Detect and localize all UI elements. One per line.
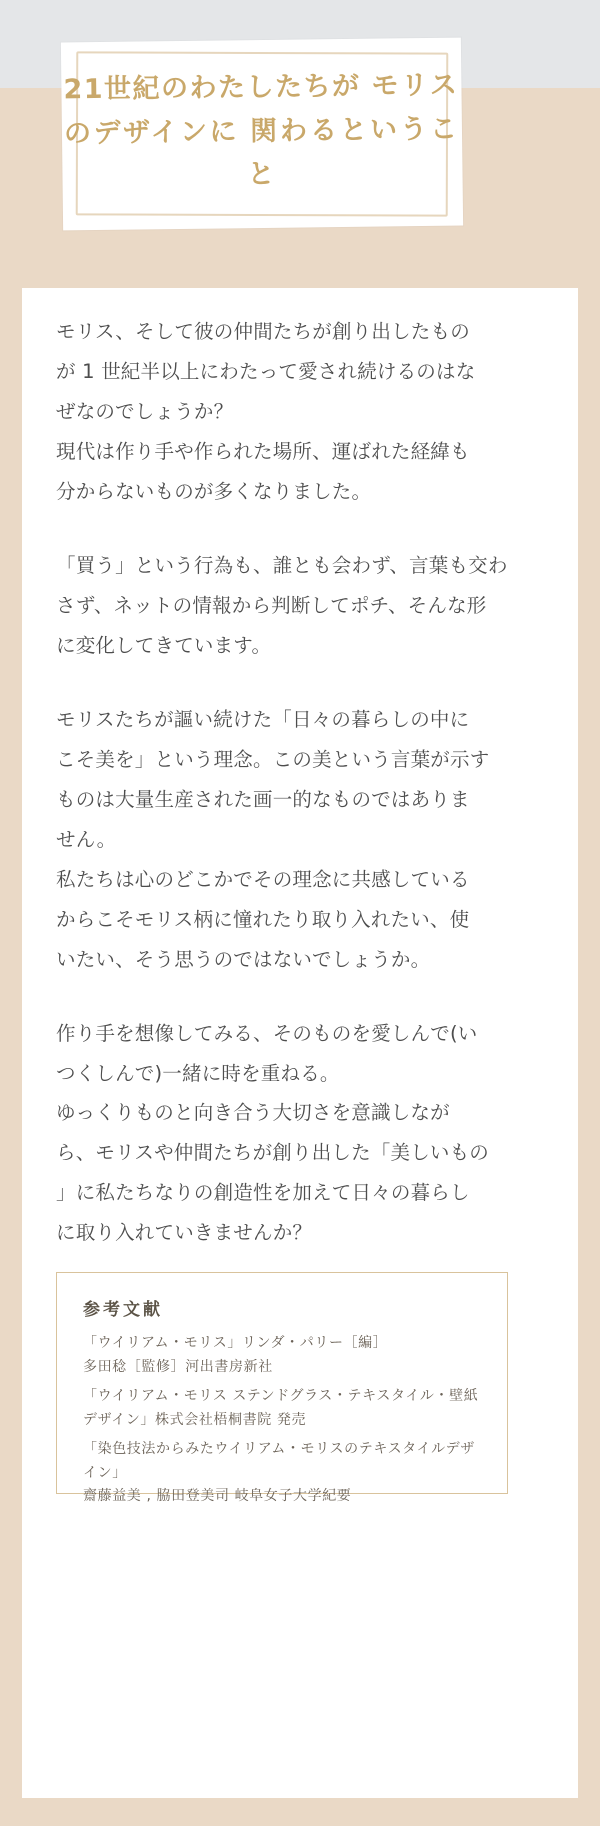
body-line: が 1 世紀半以上にわたって愛され続けるのはな bbox=[56, 359, 476, 383]
body-line: 分からないものが多くなりました。 bbox=[56, 479, 372, 503]
body-line: に取り入れていきませんか？ bbox=[56, 1221, 313, 1245]
body-line: モリス、そして彼の仲間たちが創り出したもの bbox=[56, 320, 470, 343]
body-line: ら、モリスや仲間たちが創り出した「美しいもの bbox=[56, 1141, 490, 1165]
body-line: 「買う」という行為も、誰とも会わず、言葉も交わ bbox=[56, 553, 508, 577]
references-title: 参考文献 bbox=[83, 1300, 163, 1320]
reference-item bbox=[83, 1332, 485, 1379]
body-line: つくしんで)一緒に時を重ねる。 bbox=[56, 1061, 340, 1085]
page-title-line-3: 関わるということ bbox=[247, 113, 461, 191]
references-box bbox=[56, 1272, 508, 1505]
body-line: ぜなのでしょうか？ bbox=[56, 399, 234, 423]
reference-line: 齋藤益美 , 脇田登美司 岐阜女子大学紀要 bbox=[83, 1488, 352, 1505]
reference-item bbox=[83, 1438, 485, 1509]
body-line: に変化してきています。 bbox=[56, 633, 272, 657]
body-line: いたい、そう思うのではないでしょうか。 bbox=[56, 947, 431, 971]
body-line: 」に私たちなりの創造性を加えて日々の暮らし bbox=[56, 1181, 470, 1205]
body-paragraph-2 bbox=[56, 546, 508, 666]
reference-line: 「ウイリアム・モリス」リンダ・パリー［編］ bbox=[83, 1335, 388, 1351]
references-list bbox=[83, 1332, 485, 1509]
body-line: からこそモリス柄に憧れたり取り入れたい、使 bbox=[56, 907, 470, 931]
reference-line: 多田稔［監修］河出書房新社 bbox=[83, 1358, 273, 1375]
body-line: ゆっくりものと向き合う大切さを意識しなが bbox=[56, 1101, 450, 1125]
body-paragraph-3 bbox=[56, 700, 508, 980]
reference-line: デザイン」株式会社梧桐書院 発売 bbox=[83, 1411, 307, 1428]
page-title bbox=[61, 64, 463, 200]
body-paragraph-1 bbox=[56, 312, 508, 512]
body-line: 私たちは心のどこかでその理念に共感している bbox=[56, 867, 470, 891]
page-title-line-2: モリスのデザインに bbox=[63, 69, 460, 150]
reference-line: 「ウイリアム・モリス ステンドグラス・テキスタイル・壁紙 bbox=[83, 1388, 479, 1405]
body-line: 作り手を想像してみる、そのものを愛しんで(い bbox=[56, 1021, 478, 1045]
body-line: さず、ネットの情報から判断してポチ、そんな形 bbox=[56, 593, 487, 617]
title-plaque bbox=[61, 38, 463, 231]
article-body bbox=[56, 312, 508, 1253]
body-line: ものは大量生産された画一的なものではありま bbox=[56, 787, 470, 811]
body-line: モリスたちが謳い続けた「日々の暮らしの中に bbox=[56, 707, 470, 731]
body-line: こそ美を」という理念。この美という言葉が示す bbox=[56, 747, 490, 771]
body-paragraph-4 bbox=[56, 1014, 508, 1254]
page-title-line-1: 21世紀のわたしたちが bbox=[63, 70, 361, 106]
reference-item bbox=[83, 1385, 485, 1432]
body-line: せん。 bbox=[56, 827, 117, 851]
body-line: 現代は作り手や作られた場所、運ばれた経緯も bbox=[56, 439, 470, 463]
reference-line: 「染色技法からみたウイリアム・モリスのテキスタイルデザイン」 bbox=[83, 1441, 475, 1481]
